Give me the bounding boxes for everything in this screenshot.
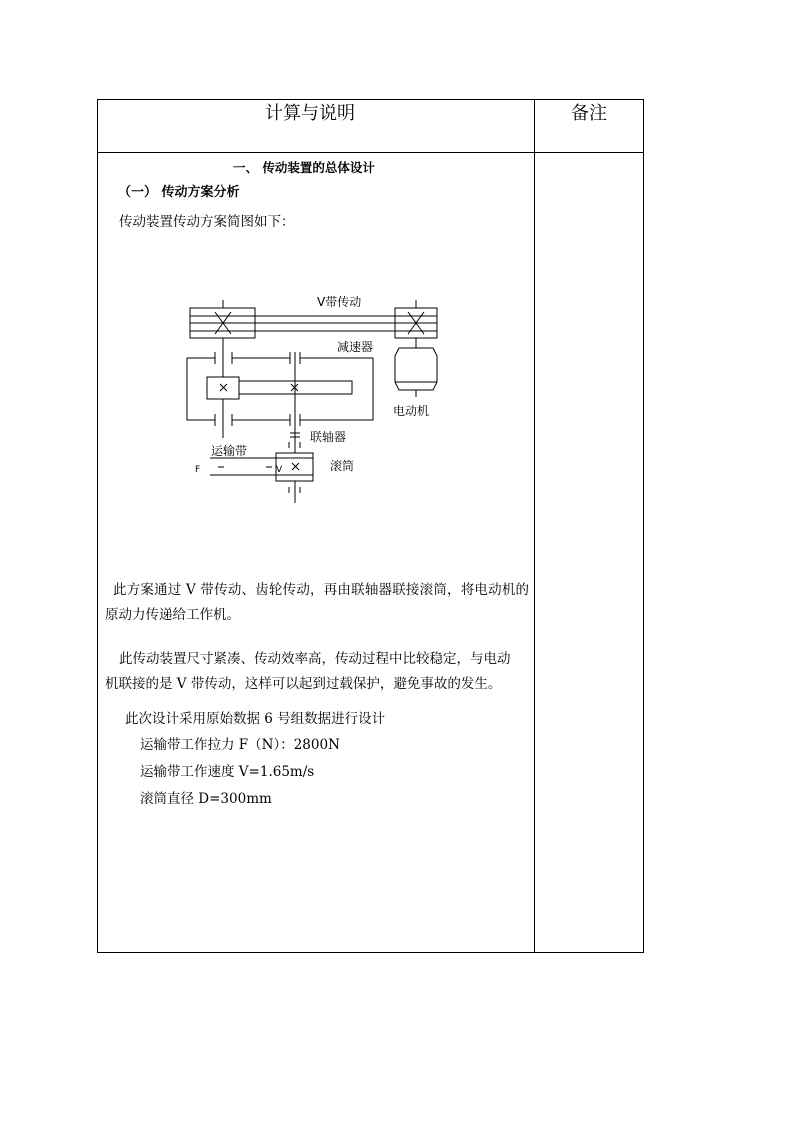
intro-text: 传动装置传动方案简图如下： bbox=[119, 214, 295, 230]
label-motor: 电动机 bbox=[393, 404, 430, 418]
header-calculation: 计算与说明 bbox=[265, 103, 355, 124]
design-data-speed: 运输带工作速度 V=1.65m/s bbox=[140, 764, 315, 780]
label-force: F bbox=[195, 465, 201, 475]
paragraph-1-line-2: 原动力传递给工作机。 bbox=[105, 607, 240, 623]
paragraph-1-line-1: 此方案通过 V 带传动、齿轮传动，再由联轴器联接滚筒，将电动机的 bbox=[113, 582, 530, 598]
label-v-belt: V带传动 bbox=[317, 295, 362, 309]
section-title: 一、 传动装置的总体设计 bbox=[233, 160, 375, 175]
label-reducer: 减速器 bbox=[337, 340, 374, 354]
header-remarks: 备注 bbox=[571, 103, 607, 124]
paragraph-2-line-2: 机联接的是 V 带传动，这样可以起到过载保护，避免事故的发生。 bbox=[105, 676, 502, 692]
label-velocity: V bbox=[276, 465, 283, 475]
label-conveyor-belt: 运输带 bbox=[211, 444, 248, 458]
design-data-diameter: 滚筒直径 D=300mm bbox=[140, 791, 272, 807]
paragraph-2-line-1: 此传动装置尺寸紧凑、传动效率高，传动过程中比较稳定，与电动 bbox=[119, 651, 511, 667]
design-data-force: 运输带工作拉力 F（N）：2800N bbox=[140, 737, 340, 753]
design-data-intro: 此次设计采用原始数据 6 号组数据进行设计 bbox=[125, 711, 386, 727]
label-drum: 滚筒 bbox=[330, 459, 355, 473]
label-coupling: 联轴器 bbox=[310, 430, 347, 444]
subsection-title: （一） 传动方案分析 bbox=[118, 185, 240, 200]
